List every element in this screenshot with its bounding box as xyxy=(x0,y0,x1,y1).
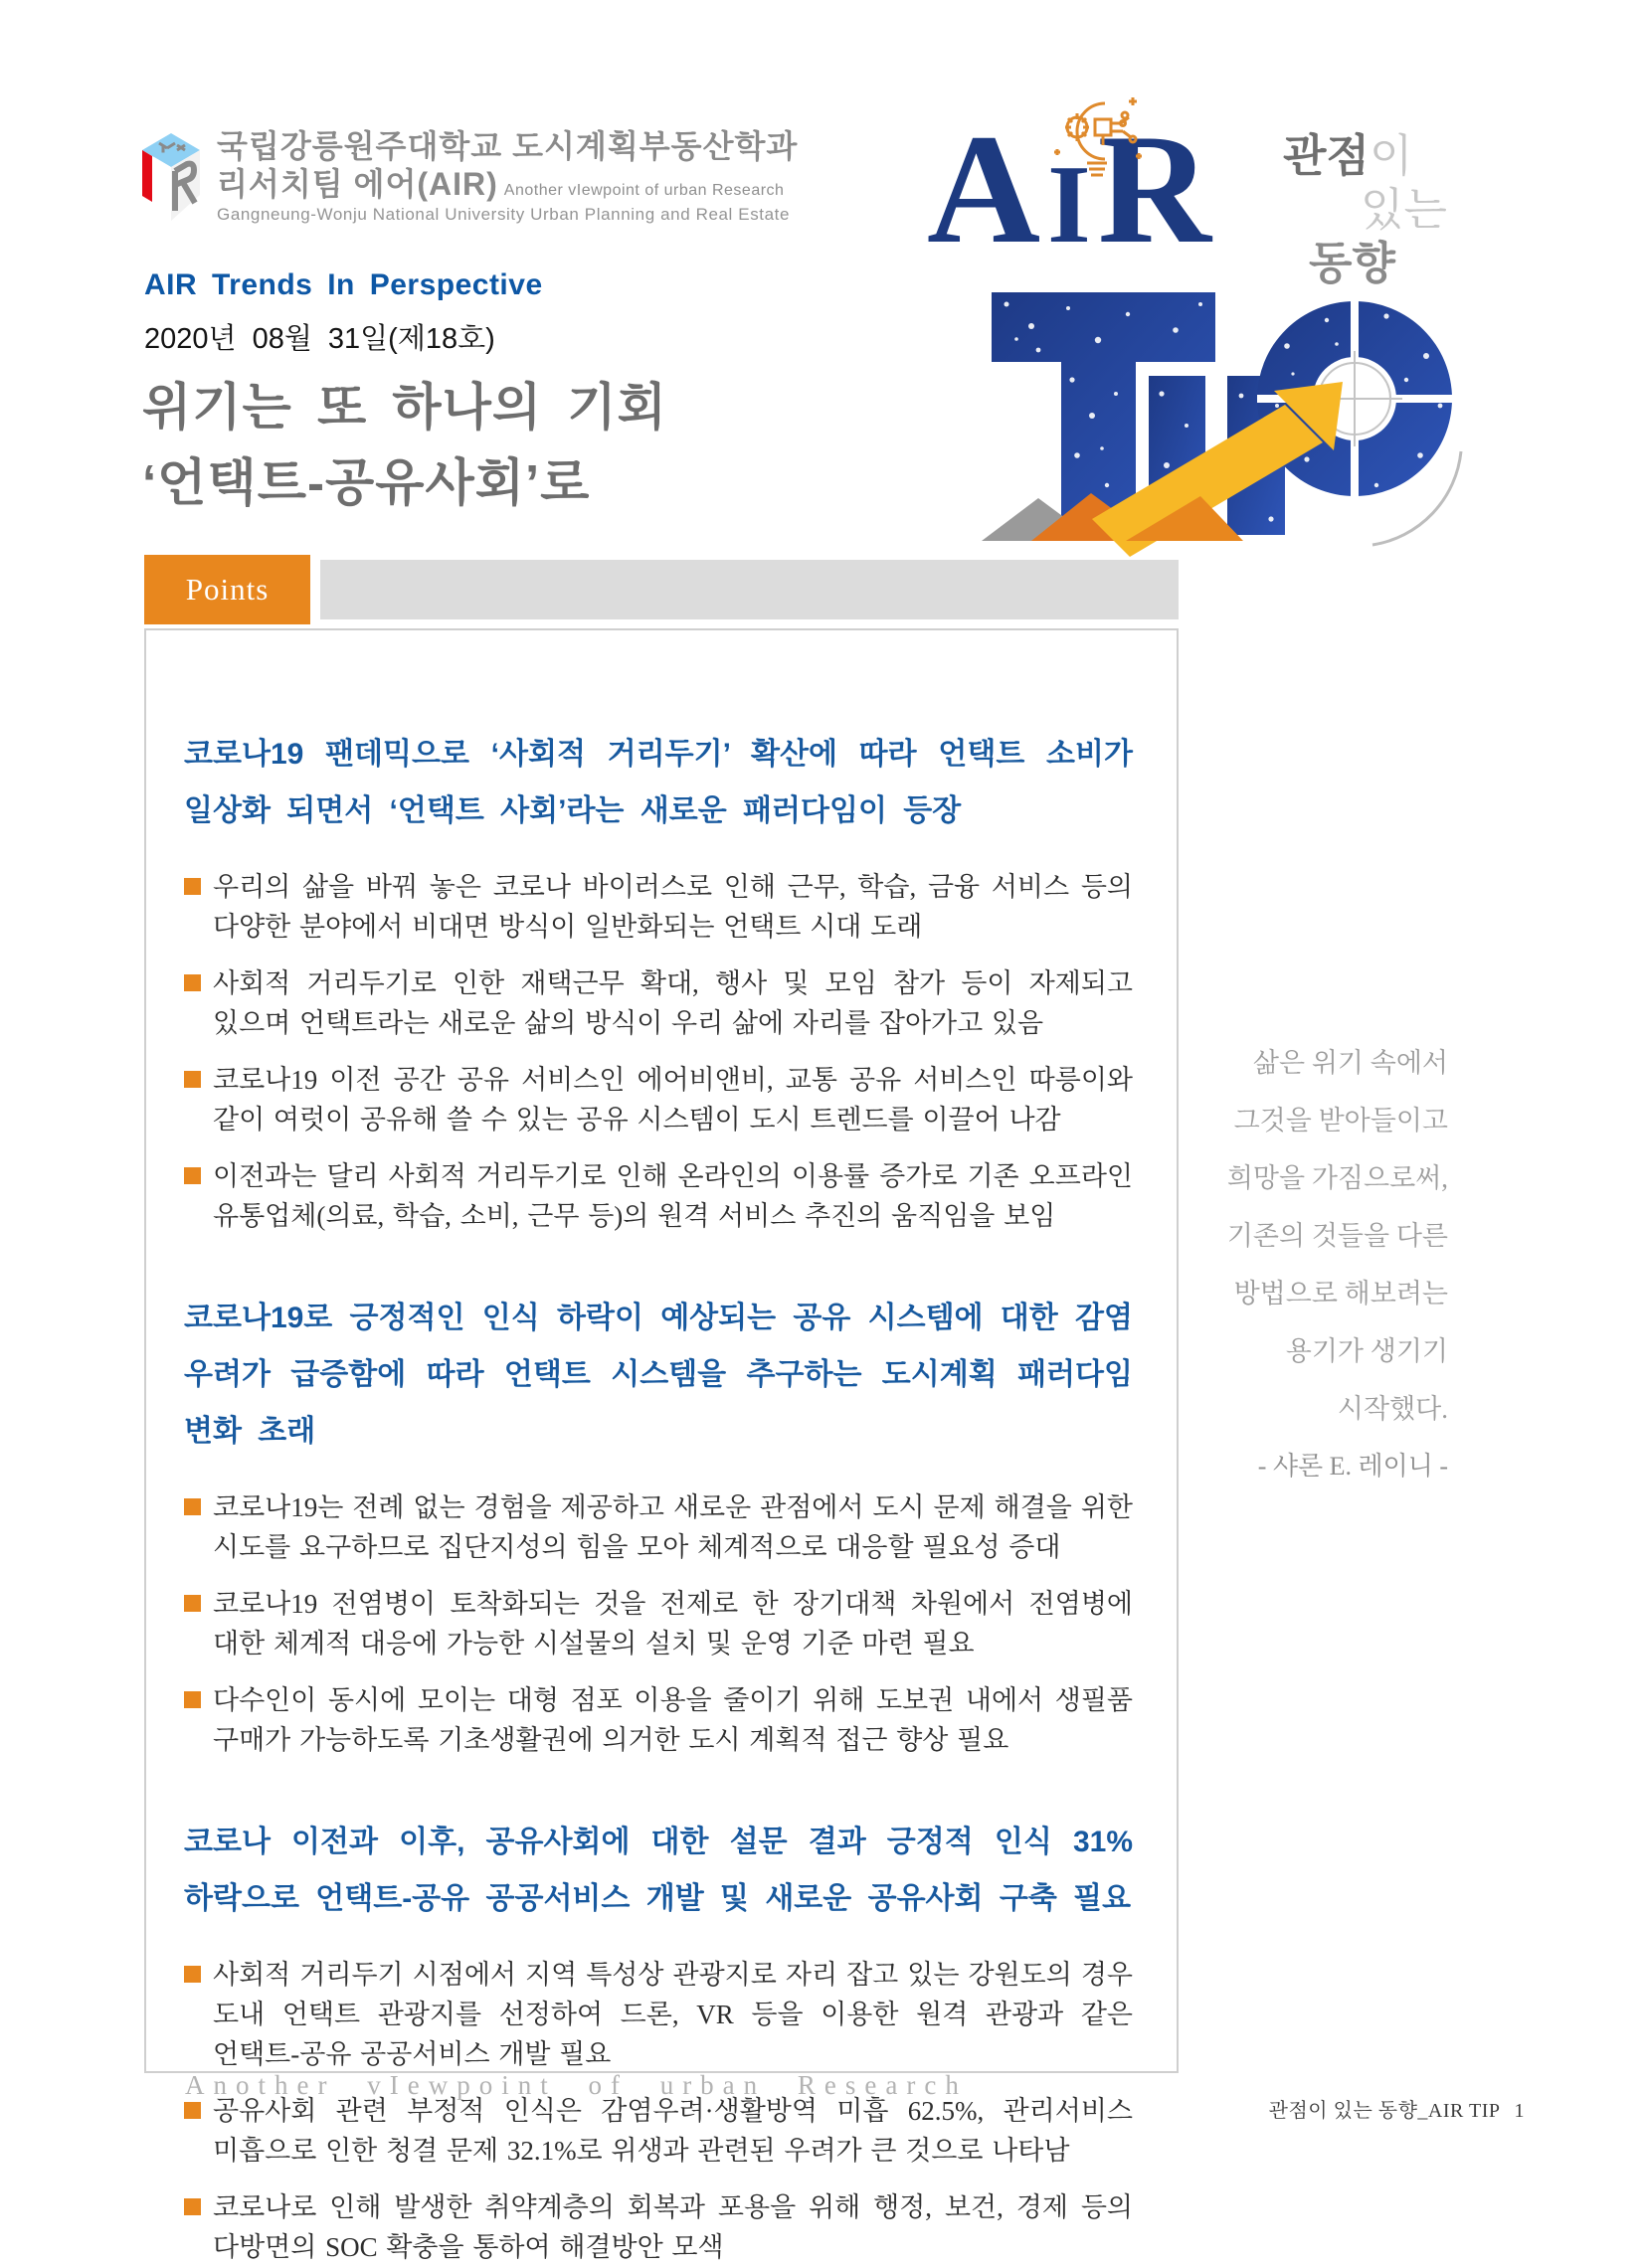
bullet-text: 공유사회 관련 부정적 인식은 감염우려·생활방역 미흡 62.5%, 관리서비스 미흡으로 인한 청결 문제 32.1%로 위생과 관련된 우려가 큰 것으로 나타남 xyxy=(213,2096,1133,2166)
tagline xyxy=(1283,129,1447,290)
bullet-square-icon xyxy=(184,1966,201,1983)
page-number: 1 xyxy=(1514,2100,1525,2122)
bullet-square-icon xyxy=(184,974,201,991)
bullet-item xyxy=(184,867,1133,947)
bullet-item xyxy=(184,1060,1133,1139)
footer-slogan: Another vIewpoint of urban Research xyxy=(185,2070,968,2100)
quote-line: 희망을 가짐으로써, xyxy=(1226,1163,1448,1193)
section-heading: 코로나 이전과 이후, 공유사회에 대한 설문 결과 긍정적 인식 31% 하락으로 언택트-공유 공공서비스 개발 및 새로운 공유사회 구축 필요 xyxy=(184,1826,1133,1915)
bullet-list xyxy=(184,1955,1133,2267)
section-heading: 코로나19 팬데믹으로 ‘사회적 거리두기’ 확산에 따라 언택트 소비가 일상화 되면서 ‘언택트 사회’라는 새로운 패러다임이 등장 xyxy=(184,738,1133,827)
air-cube-icon xyxy=(139,131,203,229)
quote-line: 용기가 생기기 xyxy=(1285,1336,1448,1366)
bullet-list xyxy=(184,867,1133,1236)
quote-line: 기존의 것들을 다른 xyxy=(1226,1221,1448,1251)
team-name-row xyxy=(217,165,798,203)
airtip-logo xyxy=(925,87,1542,565)
points-header xyxy=(144,555,1179,626)
section-heading: 코로나19로 긍정적인 인식 하락이 예상되는 공유 시스템에 대한 감염 우려가 급증함에 따라 언택트 시스템을 추구하는 도시계획 패러다임 변화 초래 xyxy=(184,1302,1133,1448)
bullet-text: 우리의 삶을 바꿔 놓은 코로나 바이러스로 인해 근무, 학습, 금융 서비스 등의 다양한 분야에서 비대면 방식이 일반화되는 언택트 시대 도래 xyxy=(213,872,1133,942)
bullet-square-icon xyxy=(184,2198,201,2215)
masthead-brand xyxy=(139,127,798,229)
bullet-item xyxy=(184,1156,1133,1236)
bullet-text: 코로나19 전염병이 토착화되는 것을 전제로 한 장기대책 차원에서 전염병에 대한 체계적 대응에 가능한 시설물의 설치 및 운영 기준 마련 필요 xyxy=(213,1589,1133,1658)
bullet-text: 사회적 거리두기로 인한 재택근무 확대, 행사 및 모임 참가 등이 자제되고 있으며 언택트라는 새로운 삶의 방식이 우리 삶에 자리를 잡아가고 있음 xyxy=(213,968,1133,1038)
bullet-square-icon xyxy=(184,1498,201,1515)
bullet-square-icon xyxy=(184,878,201,895)
bullet-text: 코로나로 인해 발생한 취약계층의 회복과 포용을 위해 행정, 보건, 경제 등의 다방면의 SOC 확충을 통하여 해결방안 모색 xyxy=(213,2192,1133,2262)
university-name-en: Gangneung-Wonju National University Urban Planning and Real Estate xyxy=(217,205,791,224)
quote-line: 삶은 위기 속에서 xyxy=(1252,1048,1448,1078)
bullet-text: 코로나19는 전례 없는 경험을 제공하고 새로운 관점에서 도시 문제 해결을 위한 시도를 요구하므로 집단지성의 힘을 모아 체계적으로 대응할 필요성 증대 xyxy=(213,1492,1133,1562)
quote-attribution: - 샤론 E. 레이니 - xyxy=(1257,1452,1448,1481)
tagline-line2: 있는 xyxy=(1361,184,1447,235)
team-slogan: Another vIewpoint of urban Research xyxy=(503,182,785,199)
quote-line: 시작했다. xyxy=(1337,1394,1448,1424)
bullet-square-icon xyxy=(184,1595,201,1612)
issue-date: 2020년 08월 31일(제18호) xyxy=(144,323,495,355)
quote-line: 그것을 받아들이고 xyxy=(1233,1106,1448,1135)
tagline-line3: 동향 xyxy=(1309,238,1395,288)
bullet-square-icon xyxy=(184,1071,201,1088)
idea-bulb-gear-icon xyxy=(1047,89,1143,185)
page-title: 위기는 또 하나의 기회 ‘언택트-공유사회’로 xyxy=(142,379,667,511)
team-name: 리서치팀 에어(AIR) xyxy=(217,166,498,202)
university-name: 국립강릉원주대학교 도시계획부동산학과 xyxy=(217,128,799,164)
side-quote xyxy=(1191,1034,1448,1495)
bullet-item xyxy=(184,1680,1133,1760)
bullet-text: 이전과는 달리 사회적 거리두기로 인해 온라인의 이용률 증가로 기존 오프라인 유통업체(의료, 학습, 소비, 근무 등)의 원격 서비스 추진의 움직임을 보임 xyxy=(213,1161,1133,1231)
points-section xyxy=(184,1290,1133,1760)
tip-wordmark-graphic xyxy=(977,284,1534,568)
page-reference xyxy=(1269,2094,1525,2123)
bullet-text: 사회적 거리두기 시점에서 지역 특성상 관광지로 자리 잡고 있는 강원도의 경우 도내 언택트 관광지를 선정하여 드론, VR 등을 이용한 원격 관광과 같은 언택트-공유 공공서비스 개발 필요 xyxy=(213,1960,1133,2069)
points-label: Points xyxy=(144,555,310,624)
bullet-item xyxy=(184,2187,1133,2267)
bullet-square-icon xyxy=(184,1167,201,1184)
points-section xyxy=(184,1814,1133,2267)
brand-text xyxy=(217,127,798,225)
bullet-text: 코로나19 이전 공간 공유 서비스인 에어비앤비, 교통 공유 서비스인 따릉이와 같이 여럿이 공유해 쓸 수 있는 공유 시스템이 도시 트렌드를 이끌어 나감 xyxy=(213,1065,1133,1134)
tagline-line1: 관점이 xyxy=(1283,130,1413,181)
points-bar xyxy=(320,560,1179,619)
quote-line: 방법으로 해보려는 xyxy=(1233,1279,1448,1308)
bullet-item xyxy=(184,1955,1133,2074)
quote-lines xyxy=(1191,1034,1448,1438)
bullet-item xyxy=(184,963,1133,1043)
bullet-square-icon xyxy=(184,1691,201,1708)
points-section xyxy=(184,726,1133,1236)
bullet-item xyxy=(184,1584,1133,1663)
bullet-square-icon xyxy=(184,2102,201,2119)
bullet-item xyxy=(184,1487,1133,1567)
newsletter-series-title: AIR Trends In Perspective xyxy=(144,268,543,301)
air-wordmark: AIR xyxy=(927,102,1218,276)
bullet-list xyxy=(184,1487,1133,1760)
page-ref-label: 관점이 있는 동향_AIR TIP xyxy=(1268,2100,1501,2122)
bullet-item xyxy=(184,2091,1133,2171)
bullet-text: 다수인이 동시에 모이는 대형 점포 이용을 줄이기 위해 도보권 내에서 생필품 구매가 가능하도록 기초생활권에 의거한 도시 계획적 접근 향상 필요 xyxy=(213,1685,1133,1755)
